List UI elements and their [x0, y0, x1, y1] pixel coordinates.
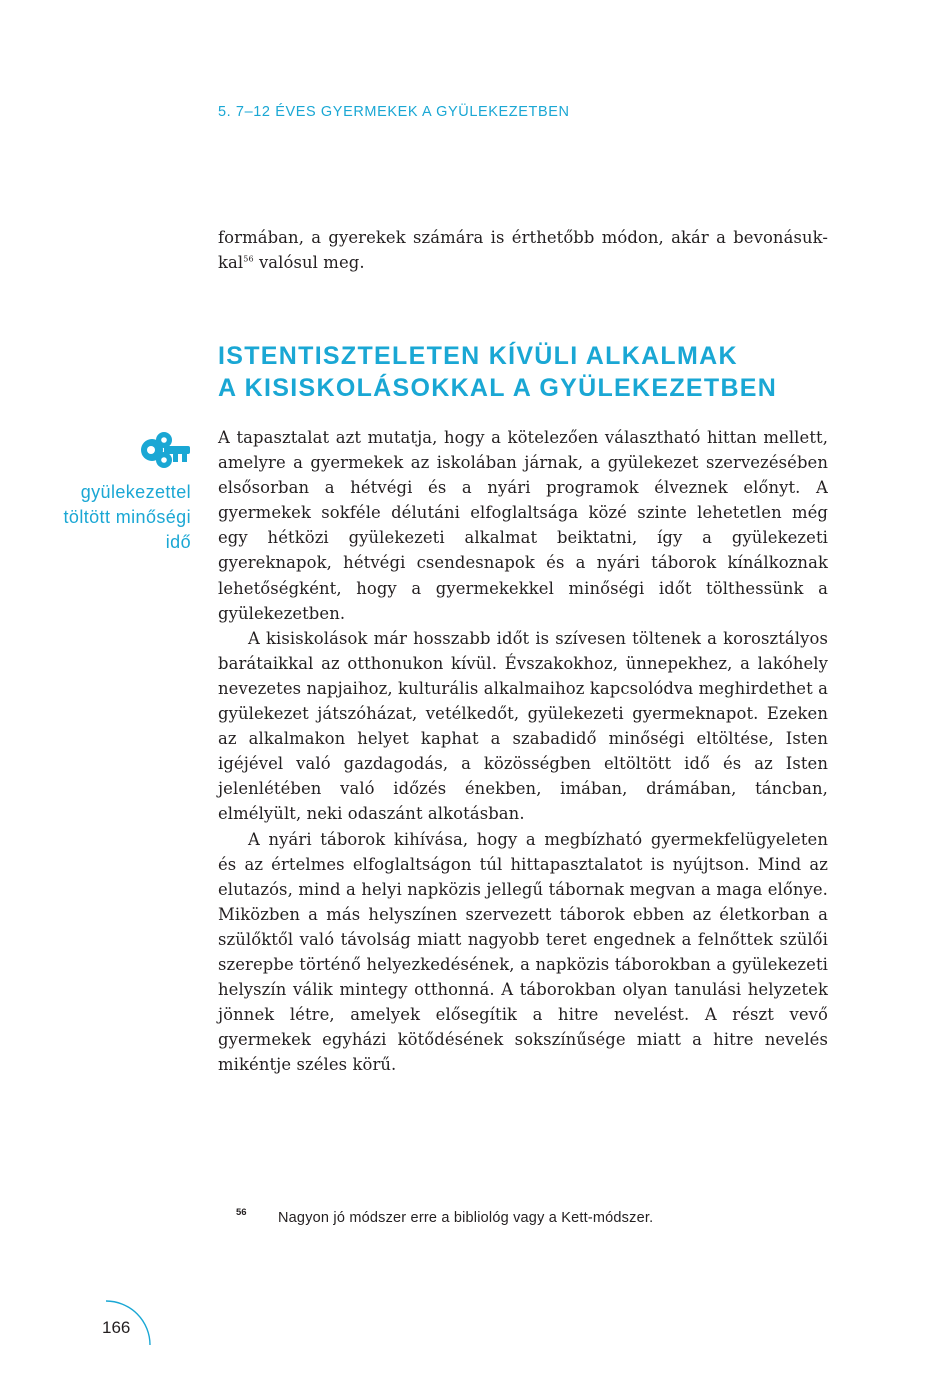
- intro-text: formában, a gyerekek számára is érthetőbb módon, akár a bevonásuk-kal: [218, 228, 828, 273]
- margin-note-line-2: töltött minőségi: [63, 507, 191, 527]
- paragraph-1: A tapasztalat azt mutatja, hogy a kötelezően választható hittan mellett, amelyre a gyermekek az iskolában járnak, a gyülekezet szervezésében elsősorban a hétvégi és a nyári programok élveznek előnyt. A gyermekek sokféle délutáni elfoglaltsága közé szinte lehetetlen még egy hétközi gyülekezeti alkalmat beiktatni, így a gyülekezeti gyereknapok, hétvégi csendesnapok és a nyári táborok kínálkoznak lehetőségként, hogy a gyermekekkel minőségi időt tölthessünk a gyülekezetben.: [218, 428, 828, 623]
- margin-note: [0, 480, 191, 555]
- section-heading-line-2: A KISISKOLÁSOKKAL A GYÜLEKEZETBEN: [218, 374, 778, 402]
- footnote-reference[interactable]: 56: [243, 254, 254, 264]
- margin-note-line-3: idő: [165, 532, 191, 552]
- page-number: 166: [102, 1318, 131, 1337]
- footnote-text: Nagyon jó módszer erre a bibliológ vagy a Kett-módszer.: [278, 1210, 654, 1226]
- section-heading-line-1: ISTENTISZTELETEN KÍVÜLI ALKALMAK: [218, 342, 738, 370]
- margin-note-line-1: gyülekezettel: [80, 482, 191, 502]
- intro-paragraph: [218, 225, 828, 275]
- intro-text-end: valósul meg.: [253, 253, 365, 273]
- running-header: 5. 7–12 ÉVES GYERMEKEK A GYÜLEKEZETBEN: [218, 104, 570, 120]
- main-text: [218, 425, 828, 1077]
- paragraph-2: A kisiskolások már hosszabb időt is szívesen töltenek a korosztályos barátaikkal az otthonukon kívül. Évszakokhoz, ünnepekhez, a lakóhely nevezetes napjaihoz, kulturális alkalmaihoz kapcsolódva meghirdethet a gyülekezet játszóházat, vetélkedőt, gyülekezeti gyermeknapot. Ezeken az alkalmakon helyet kaphat a szabadidő minőségi eltöltése, Isten igéjével való gazdagodás, a közösségben eltöltött idő és az Isten jelenlétében való időzés énekben, imában, drámában, táncban, elmélyült, neki odaszánt alkotásban.: [218, 628, 828, 824]
- footnote-number: 56: [236, 1207, 247, 1218]
- section-heading: [218, 340, 838, 404]
- key-icon: [140, 430, 194, 470]
- paragraph-3: A nyári táborok kihívása, hogy a megbízható gyermekfelügyeleten és az értelmes elfoglaltságon túl hittapasztalatot is nyújtson. Mind az elutazós, mind a helyi napközis jellegű tábornak megvan a maga előnye. Miközben a más helyszínen szervezett táborok ebben az életkorban a szülőktől való távolság miatt nagyobb teret engednek a felnőttek szülői szerepbe történő helyezkedésének, a napközis táborokban a gyülekezeti helyszín válik mintegy otthonná. A táborokban olyan tanulási helyzetek jönnek létre, amelyek elősegítik a hitre nevelést. A részt vevő gyermekek egyházi kötődésének sokszínűsége miatt a hitre nevelés mikéntje széles körű.: [218, 829, 828, 1075]
